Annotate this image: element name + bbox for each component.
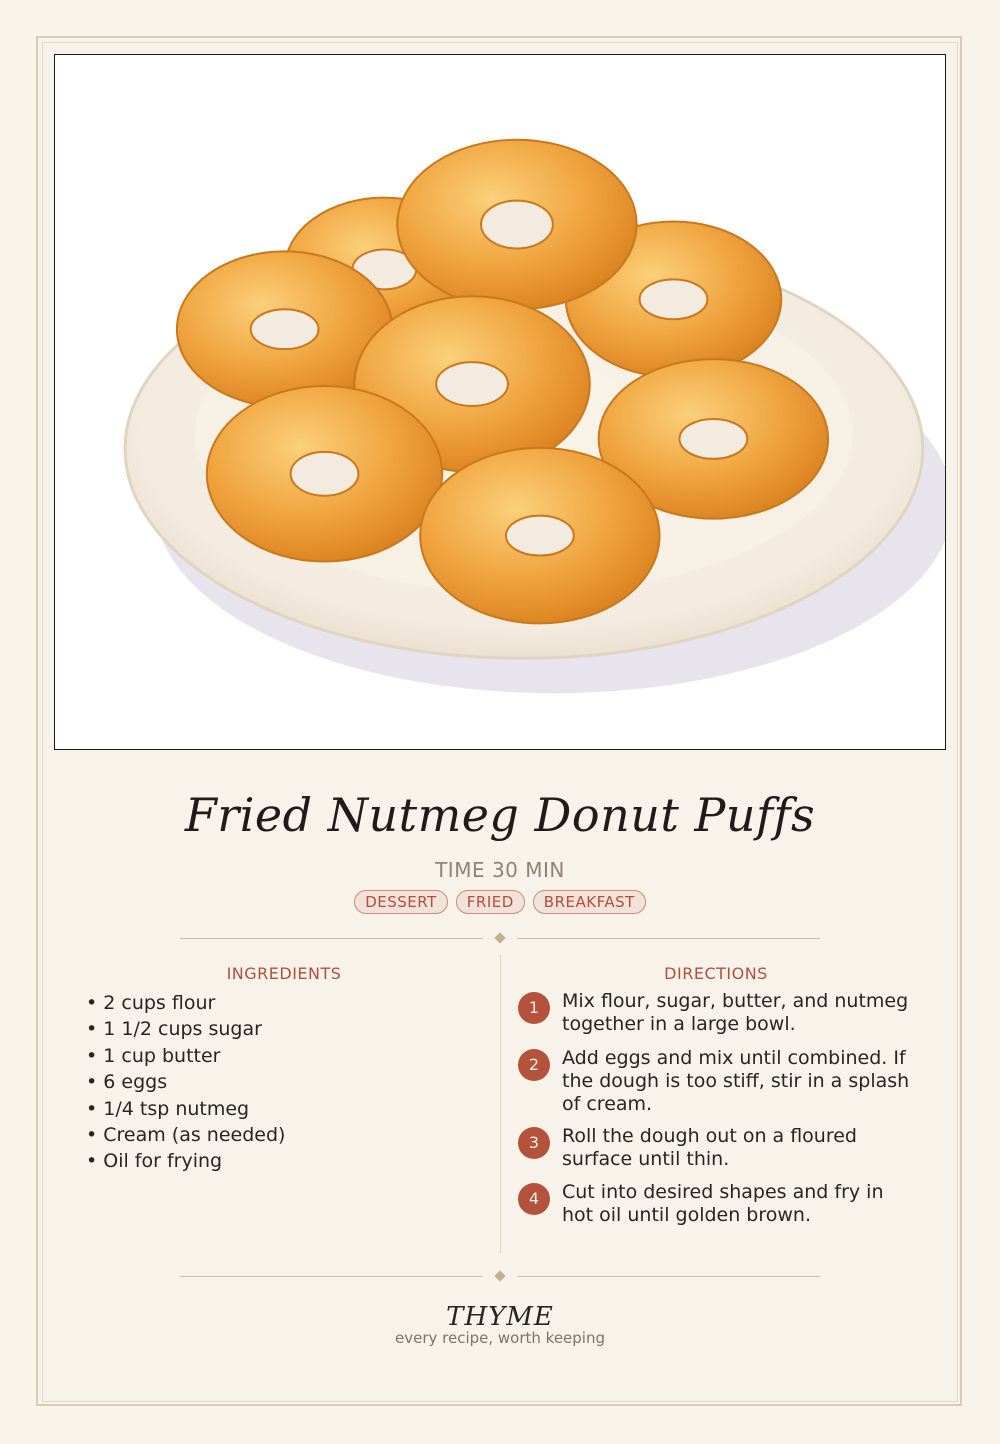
ingredient-item: • Oil for frying [86, 1148, 285, 1174]
directions-list [518, 990, 918, 1227]
ingredients-heading: INGREDIENTS [226, 964, 342, 983]
direction-step-4 [518, 1181, 918, 1227]
ingredient-item: • Cream (as needed) [86, 1122, 285, 1148]
divider-top-left [180, 938, 483, 939]
ingredients-list [86, 990, 285, 1175]
step-number-badge: 4 [518, 1183, 550, 1215]
donut-plate-illustration [55, 55, 945, 749]
divider-bottom-right [517, 1276, 820, 1277]
divider-bottom-left [180, 1276, 483, 1277]
tag-breakfast: BREAKFAST [533, 890, 646, 914]
brand-logo: THYME [446, 1302, 554, 1332]
ingredient-item: • 1 cup butter [86, 1043, 285, 1069]
step-text: Add eggs and mix until combined. If the dough is too stiff, stir in a splash of cream. [562, 1047, 910, 1115]
recipe-photo [54, 54, 946, 750]
step-number-badge: 3 [518, 1127, 550, 1159]
tag-list [0, 890, 1000, 914]
step-text: Mix flour, sugar, butter, and nutmeg together in a large bowl. [562, 990, 909, 1035]
ingredient-item: • 6 eggs [86, 1069, 285, 1095]
cook-time: TIME 30 MIN [435, 858, 565, 882]
ingredient-item: • 2 cups flour [86, 990, 285, 1016]
direction-step-1 [518, 990, 918, 1036]
direction-step-3 [518, 1125, 918, 1171]
directions-heading: DIRECTIONS [664, 964, 768, 983]
direction-step-2 [518, 1047, 918, 1116]
step-text: Cut into desired shapes and fry in hot oil until golden brown. [562, 1181, 884, 1226]
step-number-badge: 1 [518, 992, 550, 1024]
step-text: Roll the dough out on a floured surface until thin. [562, 1125, 857, 1170]
recipe-title: Fried Nutmeg Donut Puffs [184, 788, 816, 842]
column-divider [500, 955, 501, 1253]
ingredient-item: • 1 1/2 cups sugar [86, 1016, 285, 1042]
brand-tagline: every recipe, worth keeping [394, 1329, 605, 1347]
tag-fried: FRIED [456, 890, 525, 914]
tag-dessert: DESSERT [354, 890, 448, 914]
step-number-badge: 2 [518, 1049, 550, 1081]
divider-top-right [517, 938, 820, 939]
ingredient-item: • 1/4 tsp nutmeg [86, 1096, 285, 1122]
